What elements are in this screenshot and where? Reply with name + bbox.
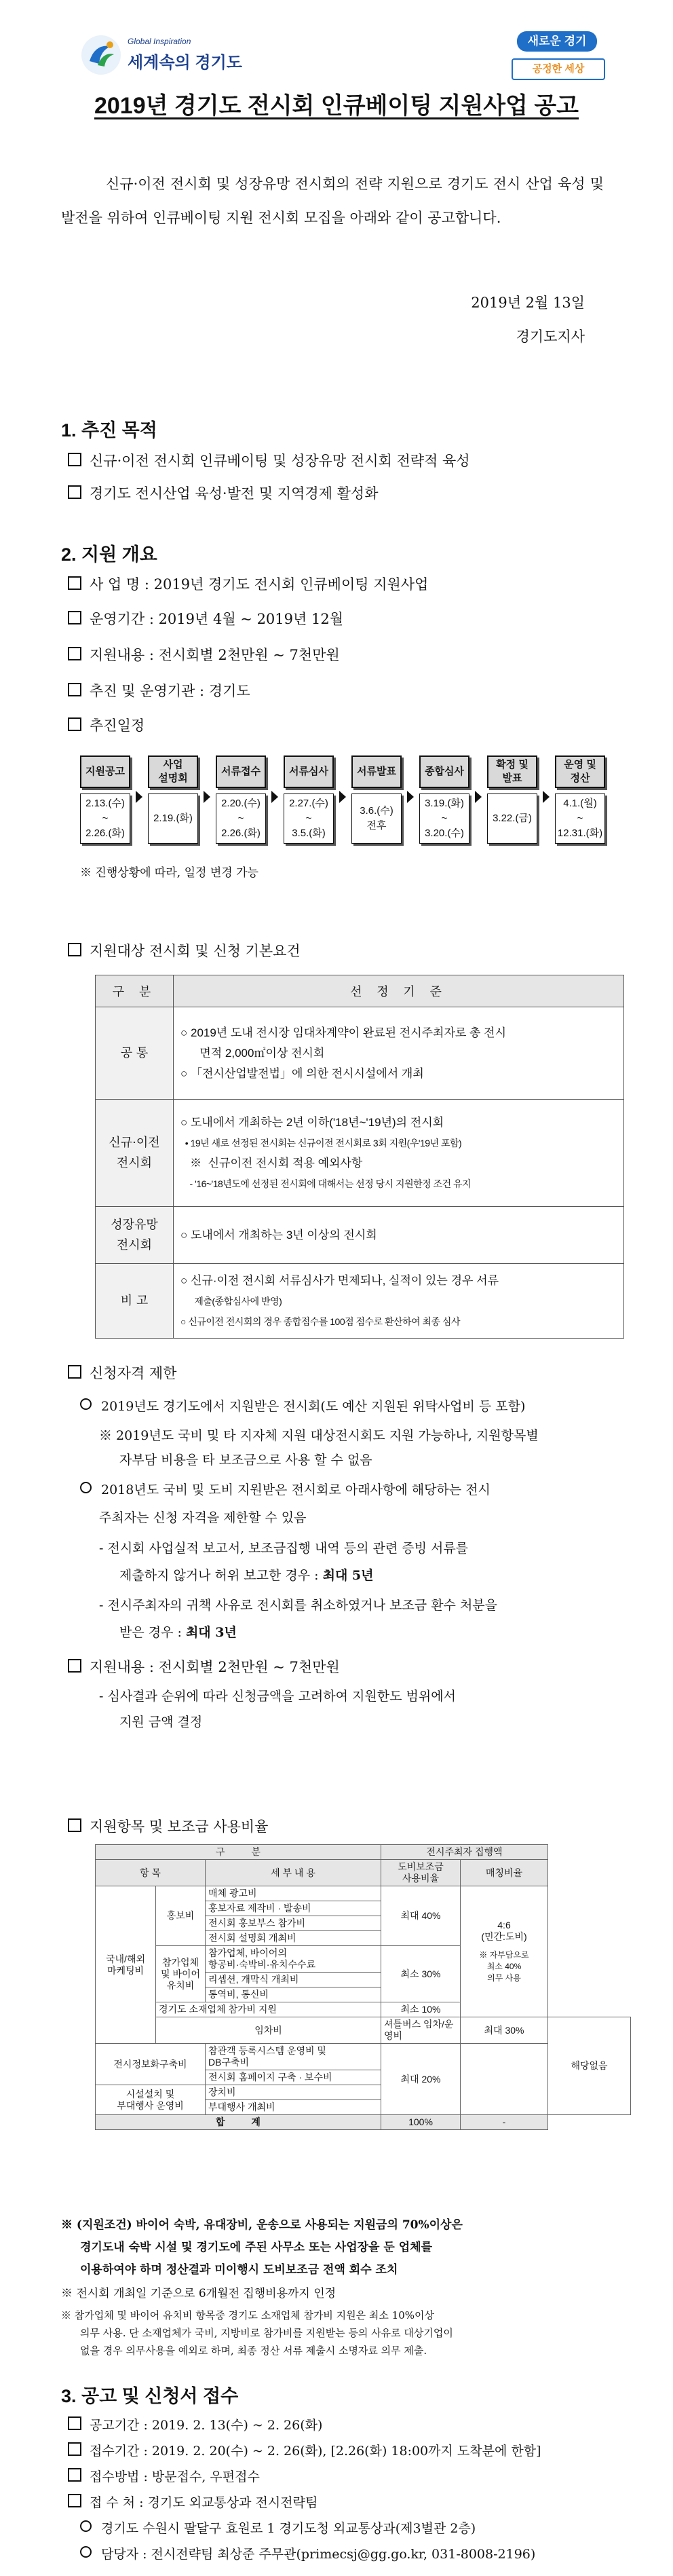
schedule-step-date-line: 전후	[366, 820, 387, 832]
ratio-cell: 최대 20%	[381, 2044, 461, 2115]
schedule-step-title: 운영 및 정산	[555, 755, 605, 788]
checkbox-icon	[68, 717, 81, 731]
logo-slogan: Global Inspiration	[128, 37, 191, 46]
row-label: 비 고	[96, 1264, 174, 1339]
schedule-step-date	[351, 794, 402, 844]
table-header-cell: 세 부 내 용	[206, 1860, 381, 1886]
checkbox-icon	[68, 485, 81, 499]
criteria-line: 제출(종합심사에 반영)	[180, 1295, 282, 1307]
support-line	[68, 1657, 624, 1677]
schedule-step-date-line: 3.6.(수)	[360, 805, 393, 817]
table-row	[96, 1946, 631, 1973]
schedule-step	[284, 755, 334, 845]
row-group-label: 국내/해외 마케팅비	[96, 1886, 156, 2044]
total-label: 합 계	[96, 2115, 381, 2130]
schedule-step-date-line: 3.5.(화)	[292, 827, 326, 839]
s3-item	[68, 2467, 624, 2487]
table-header-cell: 항 목	[96, 1860, 206, 1886]
eligibility-line	[119, 1565, 673, 1586]
ratio-cell: 최대 40%	[381, 1886, 461, 1946]
detail-cell: 전시회 홍보부스 참가비	[206, 1916, 381, 1931]
schedule-step-date-line: 2.26.(화)	[85, 827, 125, 839]
s2-item	[68, 715, 624, 736]
circle-bullet-icon	[80, 2520, 92, 2532]
schedule-step-date-line: ~	[441, 813, 448, 824]
s3-item	[68, 2415, 624, 2435]
s2-item-text: 지원내용 : 전시회별 2천만원 ~ 7천만원	[90, 647, 340, 663]
schedule-step-date	[555, 794, 605, 844]
eligibility-text: 2019년도 경기도에서 지원받은 전시회(도 예산 지원된 위탁사업비 등 포함)	[101, 1399, 526, 1414]
arrow-right-icon	[339, 791, 346, 803]
schedule-step-date-line: ~	[102, 813, 109, 824]
checkbox-icon	[68, 453, 81, 466]
s2-item	[68, 609, 624, 629]
schedule-step-date-line: 2.20.(수)	[221, 798, 261, 809]
row-content	[174, 1100, 624, 1207]
schedule-step-date-line: 3.20.(수)	[425, 827, 464, 839]
checkbox-icon	[68, 1365, 81, 1379]
eligibility-line: 주최자는 신청 자격을 제한할 수 있음	[99, 1510, 307, 1525]
s3-item-text: 접 수 처 : 경기도 외교통상과 전시전략팀	[90, 2495, 318, 2510]
eligibility-line	[80, 1396, 636, 1417]
schedule-step-title: 서류발표	[351, 755, 402, 788]
detail-cell: 전시회 설명회 개최비	[206, 1931, 381, 1946]
row-content	[174, 1007, 624, 1100]
circle-bullet-icon	[80, 1398, 92, 1410]
section-1-heading: 1. 추진 목적	[61, 420, 157, 441]
table-header-cell: 선 정 기 준	[174, 975, 624, 1007]
schedule-step-date-line: 3.19.(화)	[425, 798, 464, 809]
s3-item-text: 담당자 : 전시전략팀 최상준 주무관(primecsj@gg.go.kr, 031-8008-2196)	[101, 2547, 536, 2562]
detail-cell: 경기도 소재업체 참가비 지원	[156, 2002, 381, 2017]
eligibility-text: 제출하지 않거나 허위 보고한 경우 :	[119, 1568, 323, 1583]
schedule-step-date	[419, 794, 469, 844]
s1-item	[68, 483, 624, 504]
circle-bullet-icon	[80, 2546, 92, 2558]
page-title: 2019년 경기도 전시회 인큐베이팅 지원사업 공고	[94, 93, 579, 119]
ratio-cell: 최대 30%	[461, 2017, 548, 2044]
row-subgroup-label: 홍보비	[156, 1886, 206, 1946]
table-header-row	[96, 1845, 631, 1860]
table-header-cell: 도비보조금 사용비율	[381, 1860, 461, 1886]
row-label: 신규·이전 전시회	[96, 1100, 174, 1207]
total-row	[96, 2115, 631, 2130]
schedule-step	[419, 755, 469, 845]
checkbox-icon	[68, 943, 81, 956]
support-sub: 지원 금액 결정	[119, 1715, 203, 1730]
s3-item-text: 경기도 수원시 팔달구 효원로 1 경기도청 외교통상과(제3별관 2층)	[101, 2521, 476, 2536]
checkbox-icon	[68, 2442, 81, 2456]
schedule-step	[148, 755, 198, 845]
schedule-step-date	[148, 794, 198, 844]
schedule-step	[80, 755, 130, 845]
gyeonggi-emblem-icon	[80, 34, 122, 76]
total-match: -	[461, 2115, 548, 2130]
table-row	[96, 2002, 631, 2017]
criteria-line: ○ 2019년 도내 전시장 임대차계약이 완료된 전시주최자로 총 전시	[180, 1026, 506, 1039]
s3-item	[80, 2544, 636, 2564]
checkbox-icon	[68, 611, 81, 624]
row-subgroup-label: 참가업체 및 바이어 유치비	[156, 1946, 206, 2002]
row-group-label: 전시정보화구축비	[96, 2044, 206, 2085]
footnote: 경기도내 숙박 시설 및 경기도에 주된 사무소 또는 사업장을 둔 업체를	[80, 2241, 432, 2254]
schedule-step-date-line: 2.13.(수)	[85, 798, 125, 809]
criteria-line: ○ 도내에서 개최하는 3년 이상의 전시회	[180, 1228, 377, 1242]
support-text: 지원내용 : 전시회별 2천만원 ~ 7천만원	[90, 1659, 340, 1675]
schedule-step-date	[284, 794, 334, 844]
schedule-step-date-line: 2.27.(수)	[289, 798, 328, 809]
match-cell	[461, 1886, 548, 2017]
schedule-step-date-line: ~	[305, 813, 312, 824]
match-cell: 해당없음	[548, 2017, 631, 2115]
arrow-right-icon	[136, 791, 142, 803]
criteria-line: ○ 신규·이전 전시회 서류심사가 면제되나, 실적이 있는 경우 서류	[180, 1273, 499, 1287]
table-row	[96, 1007, 624, 1100]
s2-item-text: 추진 및 운영기관 : 경기도	[90, 683, 250, 699]
criteria-heading-text: 지원대상 전시회 및 신청 기본요건	[90, 943, 301, 959]
schedule-step	[351, 755, 402, 845]
detail-cell: 통역비, 통신비	[206, 1987, 381, 2002]
schedule-step-date-line: ~	[577, 813, 583, 824]
schedule-step-date	[216, 794, 266, 844]
footnote: 없을 경우 의무사용을 예외로 하며, 최종 정산 서류 제출시 소명자료 의무 제출.	[80, 2345, 427, 2357]
schedule-step-title: 종합심사	[419, 755, 469, 788]
s3-item-text: 접수방법 : 방문접수, 우편접수	[90, 2469, 260, 2484]
eligibility-line	[119, 1622, 673, 1643]
criteria-table	[95, 975, 624, 1339]
row-content	[174, 1264, 624, 1339]
checkbox-icon	[68, 2416, 81, 2430]
table-row	[96, 1264, 624, 1339]
detail-cell: 부대행사 개최비	[206, 2100, 381, 2115]
budget-table	[95, 1844, 631, 2130]
schedule-step-date-line: ~	[237, 813, 244, 824]
table-row	[96, 1207, 624, 1264]
schedule-step-date-line: 3.22.(금)	[493, 813, 532, 824]
eligibility-penalty: 최대 5년	[322, 1568, 374, 1583]
total-ratio: 100%	[381, 2115, 461, 2130]
schedule-step-date-line: 4.1.(월)	[563, 798, 597, 809]
logo-text: 세계속의 경기도	[128, 54, 242, 72]
s3-item	[80, 2518, 636, 2539]
schedule-step	[555, 755, 605, 845]
s3-item-text: 접수기간 : 2019. 2. 20(수) ~ 2. 26(화), [2.26(화) 18:00까지 도착분에 한함]	[90, 2444, 541, 2459]
arrow-right-icon	[204, 791, 210, 803]
schedule-step-date	[487, 794, 537, 844]
footnote: 의무 사용. 단 소재업체가 국비, 지방비로 참가비를 지원받는 등의 사유로 대상기업이	[80, 2327, 453, 2339]
footnote: 이용하여야 하며 정산결과 미이행시 도비보조금 전액 회수 조치	[80, 2263, 398, 2277]
checkbox-icon	[68, 1818, 81, 1832]
criteria-line: ○ 「전시산업발전법」에 의한 전시시설에서 개최	[180, 1066, 424, 1080]
schedule-step-title: 확정 및 발표	[487, 755, 537, 788]
s1-item-text: 신규·이전 전시회 인큐베이팅 및 성장유망 전시회 전략적 육성	[90, 453, 470, 469]
s3-item	[68, 2493, 624, 2513]
circle-bullet-icon	[80, 1482, 92, 1493]
footnote: ※ 참가업체 및 바이어 유치비 항목중 경기도 소재업체 참가비 지원은 최소 10%이상	[61, 2309, 434, 2321]
detail-cell: 매체 광고비	[206, 1886, 381, 1901]
budget-heading-text: 지원항목 및 보조금 사용비율	[90, 1818, 269, 1835]
detail-cell: 참관객 등록시스템 운영비 및 DB구축비	[206, 2044, 381, 2070]
table-row	[96, 2017, 631, 2044]
s2-item-text: 추진일정	[90, 717, 145, 734]
row-label: 공 통	[96, 1007, 174, 1100]
footnote: ※ (지원조건) 바이어 숙박, 유대장비, 운송으로 사용되는 지원금의 70%이상은	[61, 2218, 463, 2232]
arrow-right-icon	[475, 791, 482, 803]
eligibility-heading-text: 신청자격 제한	[90, 1365, 177, 1381]
ratio-cell: 최소 10%	[381, 2002, 461, 2017]
checkbox-icon	[68, 647, 81, 660]
s2-item-text: 사 업 명 : 2019년 경기도 전시회 인큐베이팅 지원사업	[90, 576, 429, 593]
section-2-heading: 2. 지원 개요	[61, 544, 157, 565]
checkbox-icon	[68, 2494, 81, 2507]
badge-top-text: 새로운 경기	[517, 31, 597, 52]
detail-cell: 홍보자료 제작비 · 발송비	[206, 1901, 381, 1916]
budget-heading	[68, 1816, 624, 1837]
eligibility-heading	[68, 1363, 624, 1383]
schedule-flow	[80, 755, 623, 847]
criteria-line: 면적 2,000㎡이상 전시회	[180, 1046, 325, 1060]
row-label: 성장유망 전시회	[96, 1207, 174, 1264]
schedule-step-date-line: 12.31.(화)	[557, 827, 603, 839]
criteria-line: ○ 도내에서 개최하는 2년 이하('18년~'19년)의 전시회	[180, 1115, 444, 1129]
checkbox-icon	[68, 576, 81, 590]
table-header-cell: 매칭비율	[461, 1860, 548, 1886]
gyeonggi-logo	[80, 33, 256, 81]
table-header-cell: 구 분	[96, 975, 174, 1007]
row-group-label: 임차비	[156, 2017, 381, 2044]
schedule-step-title: 지원공고	[80, 755, 130, 788]
s2-item	[68, 574, 624, 595]
s3-item	[68, 2441, 624, 2461]
criteria-heading	[68, 941, 624, 961]
schedule-step-date-line: 2.26.(화)	[221, 827, 261, 839]
intro-paragraph: 신규·이전 전시회 및 성장유망 전시회의 전략 지원으로 경기도 전시 산업 육성 및 발전을 위하여 인큐베이팅 지원 전시회 모집을 아래와 같이 공고합니다.	[61, 176, 604, 226]
criteria-line: • 19년 새로 선정된 전시회는 신규이전 전시회로 3회 지원(우'19년 포함)	[180, 1137, 462, 1149]
s2-item-text: 운영기간 : 2019년 4월 ~ 2019년 12월	[90, 611, 343, 627]
eligibility-line: - 전시주최자의 귀책 사유로 전시회를 취소하였거나 보조금 환수 처분을	[99, 1598, 498, 1613]
schedule-step	[216, 755, 266, 845]
eligibility-text: 2018년도 국비 및 도비 지원받은 전시회로 아래사항에 해당하는 전시	[101, 1482, 491, 1497]
eligibility-penalty: 최대 3년	[185, 1625, 237, 1640]
checkbox-icon	[68, 2468, 81, 2482]
match-ratio: 4:6 (민간:도비)	[481, 1919, 527, 1942]
detail-cell: 장치비	[206, 2085, 381, 2100]
footnote: ※ 전시회 개최일 기준으로 6개월전 집행비용까지 인정	[61, 2287, 336, 2300]
table-header-cell: 구 분	[96, 1845, 381, 1860]
criteria-line: ※ 신규이전 전시회 적용 예외사항	[180, 1156, 363, 1170]
s1-item	[68, 451, 624, 471]
table-row	[96, 1886, 631, 1901]
schedule-note: ※ 진행상황에 따라, 일정 변경 가능	[80, 866, 258, 880]
arrow-right-icon	[543, 791, 550, 803]
eligibility-text: 받은 경우 :	[119, 1625, 186, 1640]
arrow-right-icon	[407, 791, 414, 803]
schedule-step-date	[80, 794, 130, 844]
row-content	[174, 1207, 624, 1264]
notice-date: 2019년 2월 13일	[471, 295, 585, 311]
schedule-step	[487, 755, 537, 845]
detail-cell: 셔틀버스 임차/운영비	[381, 2017, 461, 2044]
ratio-cell: 최소 30%	[381, 1946, 461, 2002]
slogan-badge	[502, 31, 611, 81]
row-group-label: 시설설치 및 부대행사 운영비	[96, 2085, 206, 2115]
schedule-step-date-line: 2.19.(화)	[153, 813, 193, 824]
schedule-step-title: 서류심사	[284, 755, 334, 788]
eligibility-line	[80, 1480, 636, 1500]
checkbox-icon	[68, 683, 81, 696]
table-header-row	[96, 1860, 631, 1886]
eligibility-line: ※ 2019년도 국비 및 타 지자체 지원 대상전시회도 지원 가능하나, 지원항목별	[99, 1428, 539, 1443]
criteria-line: ○ 신규이전 전시회의 경우 종합점수를 100점 점수로 환산하여 최종 심사	[180, 1315, 460, 1327]
checkbox-icon	[68, 1659, 81, 1673]
detail-cell: 리셉션, 개막식 개최비	[206, 1973, 381, 1987]
criteria-line: - '16~'18년도에 선정된 전시회에 대해서는 선정 당시 지원한정 조건 유지	[180, 1178, 472, 1189]
table-header-row	[96, 975, 624, 1007]
support-sub: - 심사결과 순위에 따라 신청금액을 고려하여 지원한도 범위에서	[99, 1689, 456, 1704]
section-3-heading: 3. 공고 및 신청서 접수	[61, 2386, 239, 2406]
detail-cell: 참가업체, 바이어의 항공비·숙박비·유치수수료	[206, 1946, 381, 1973]
schedule-step-title: 서류접수	[216, 755, 266, 788]
table-header-cell: 전시주최자 집행액	[381, 1845, 548, 1860]
table-row	[96, 1100, 624, 1207]
issuing-org: 경기도지사	[516, 329, 585, 345]
s2-item	[68, 645, 624, 665]
detail-cell: 전시회 홈페이지 구축 · 보수비	[206, 2070, 381, 2085]
eligibility-line: 자부담 비용을 타 보조금으로 사용 할 수 없음	[119, 1453, 372, 1468]
s2-item	[68, 681, 624, 701]
s3-item-text: 공고기간 : 2019. 2. 13(수) ~ 2. 26(화)	[90, 2418, 323, 2433]
s1-item-text: 경기도 전시산업 육성·발전 및 지역경제 활성화	[90, 485, 379, 502]
match-note: ※ 자부담으로 최소 40% 의무 사용	[479, 1949, 529, 1983]
arrow-right-icon	[271, 791, 278, 803]
badge-bottom-text: 공정한 세상	[512, 58, 605, 80]
eligibility-line: - 전시회 사업실적 보고서, 보조금집행 내역 등의 관련 증빙 서류를	[99, 1541, 469, 1556]
schedule-step-title: 사업 설명회	[148, 755, 198, 788]
